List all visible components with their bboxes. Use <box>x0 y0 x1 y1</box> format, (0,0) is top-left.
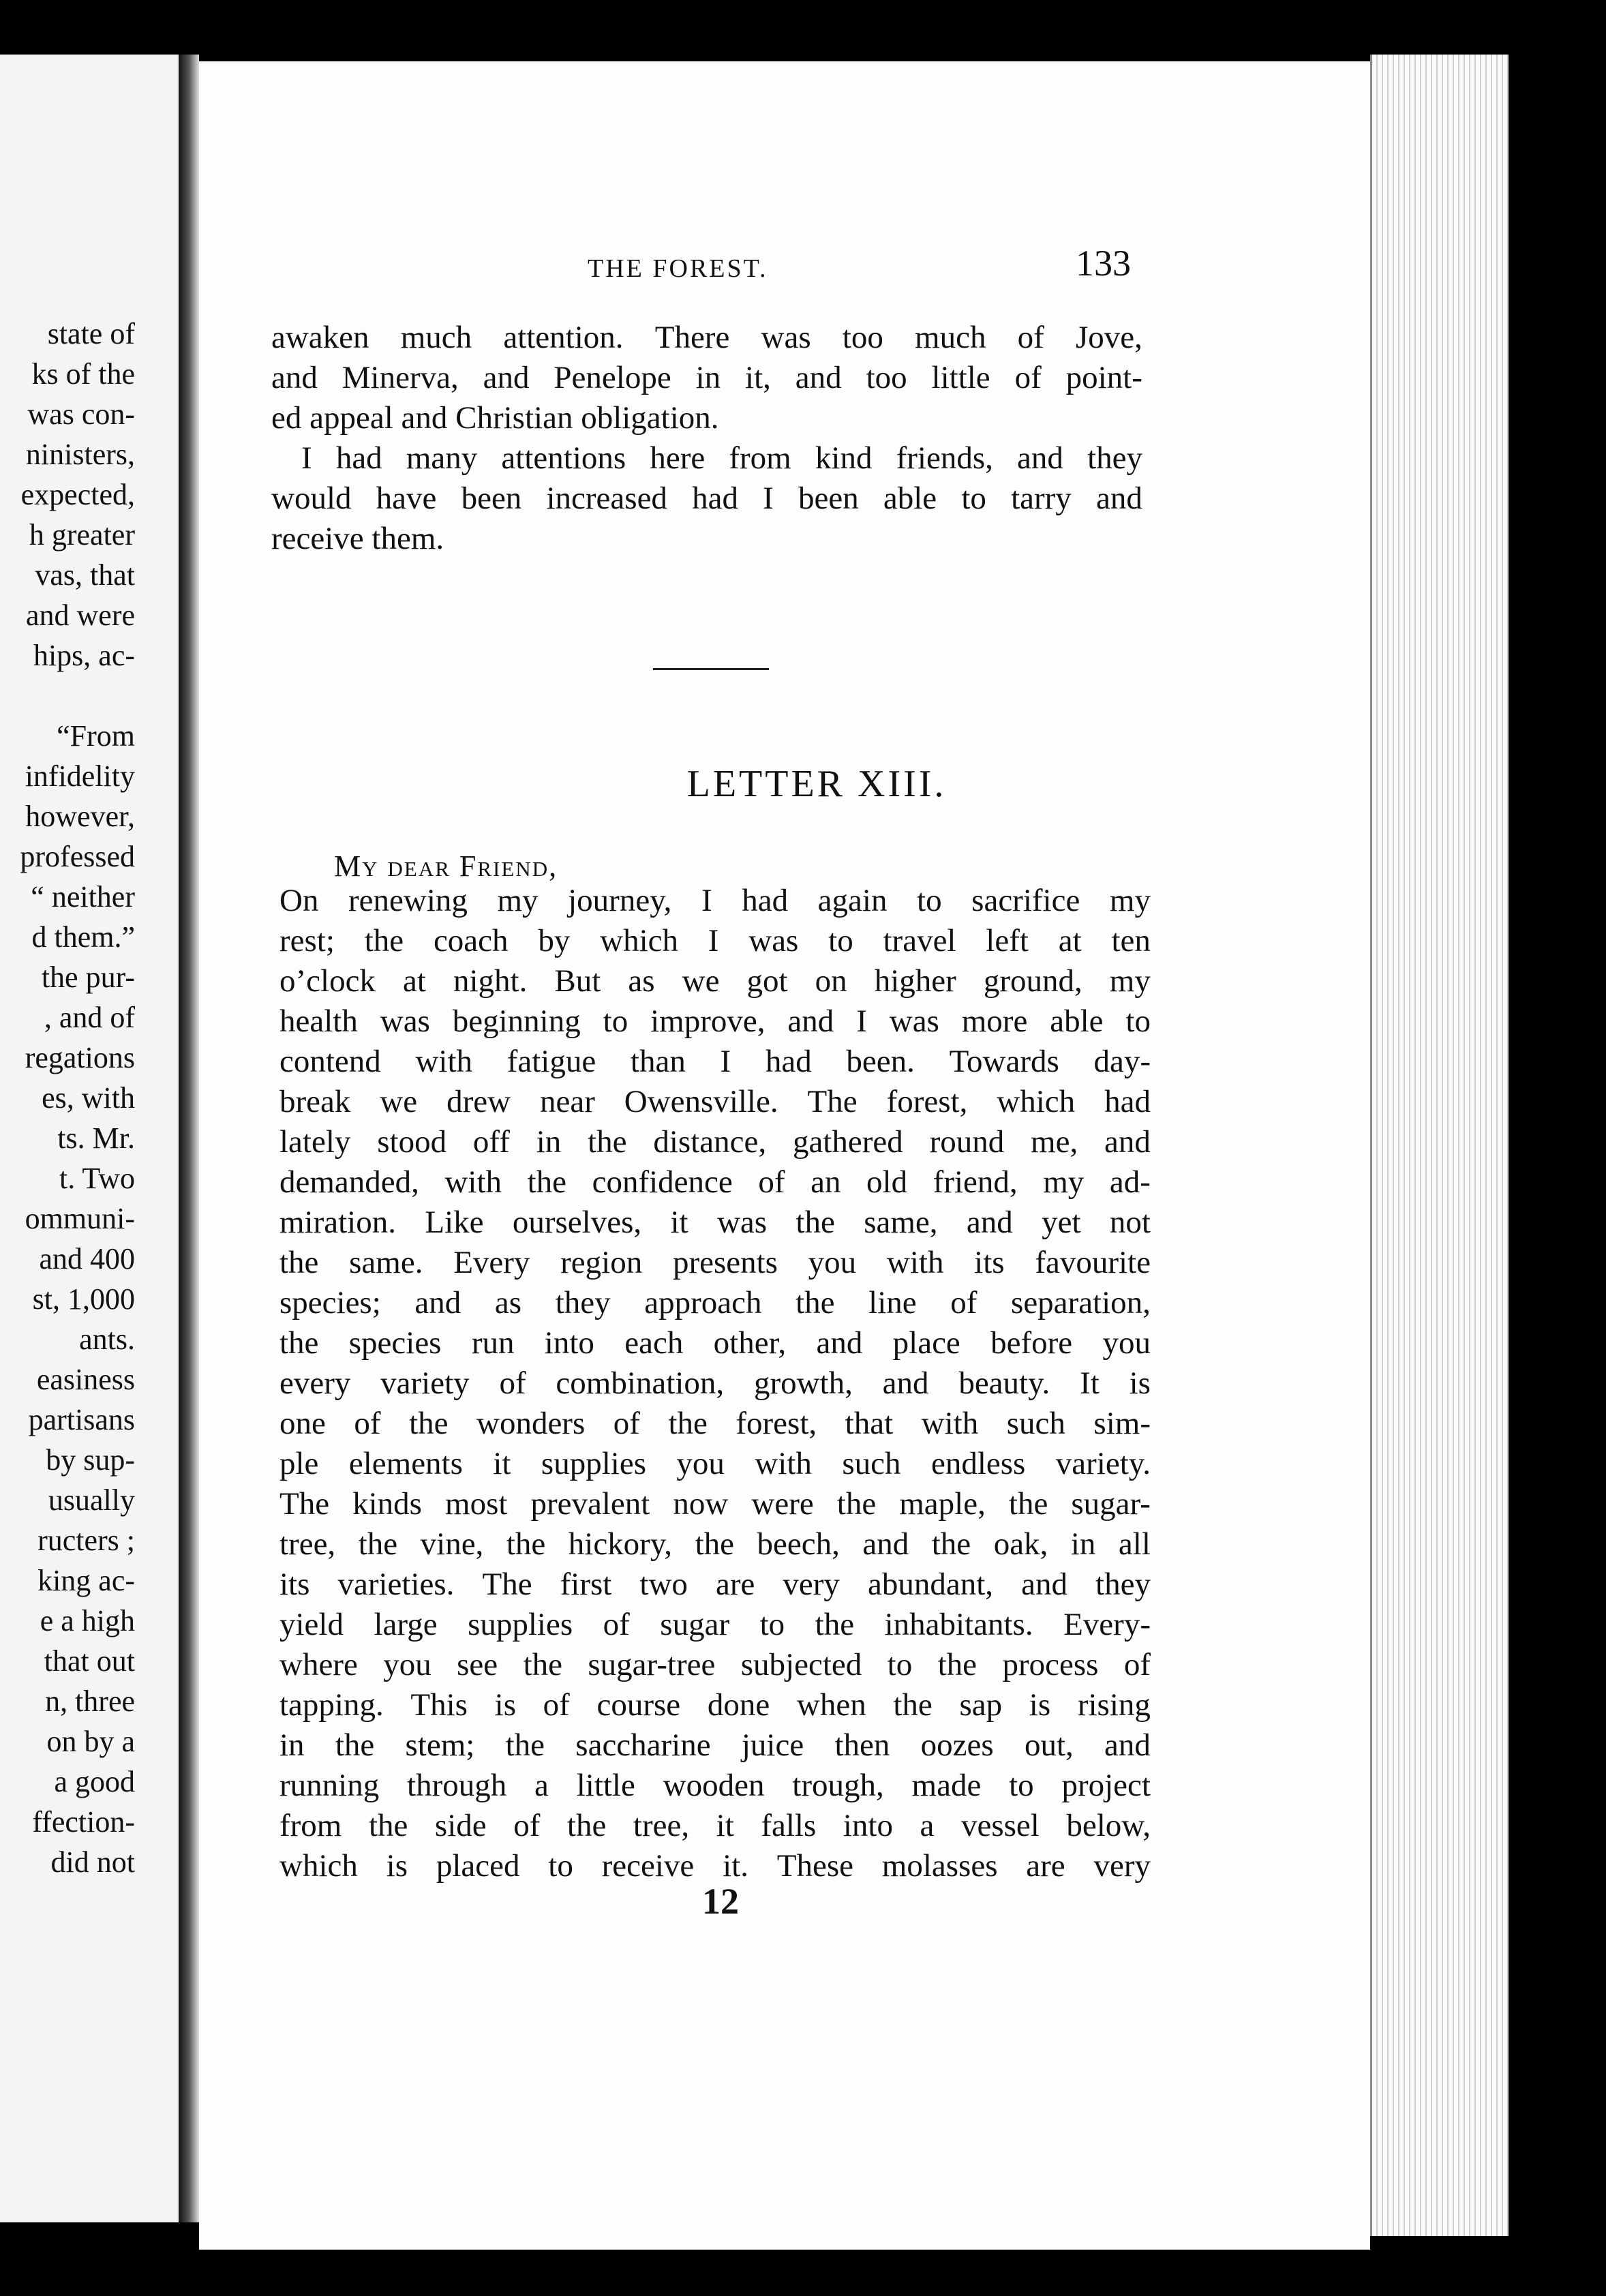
body-line: health was beginning to improve, and I was more able to <box>279 1003 1151 1039</box>
body-line: The kinds most prevalent now were the maple, the sugar- <box>279 1486 1151 1522</box>
text-line: would have been increased had I been able to tarry and <box>271 481 1142 516</box>
facing-page-line: and were <box>25 599 135 632</box>
facing-page-line: and 400 <box>39 1242 135 1275</box>
facing-page-line: ks of the <box>31 357 135 391</box>
body-line: tree, the vine, the hickory, the beech, and the oak, in all <box>279 1526 1151 1562</box>
facing-page-line <box>0 676 135 716</box>
body-line: the species run into each other, and place before you <box>279 1325 1151 1361</box>
facing-page-line: however, <box>25 800 135 833</box>
body-line: yield large supplies of sugar to the inhabitants. Every- <box>279 1607 1151 1642</box>
facing-page-line: “From <box>57 719 135 753</box>
body-line: contend with fatigue than I had been. Towards day- <box>279 1044 1151 1079</box>
body-line: o’clock at night. But as we got on higher ground, my <box>279 963 1151 999</box>
body-line: ple elements it supplies you with such endless variety. <box>279 1446 1151 1481</box>
facing-page-line: a good <box>54 1765 135 1798</box>
facing-page-line: ructers ; <box>37 1524 135 1557</box>
facing-page-line: usually <box>48 1483 135 1517</box>
facing-page-line: by sup- <box>46 1443 135 1477</box>
facing-page-line: partisans <box>28 1403 135 1436</box>
body-line: miration. Like ourselves, it was the same, and yet not <box>279 1205 1151 1240</box>
facing-page-line: , and of <box>44 1001 135 1034</box>
signature-mark: 12 <box>702 1881 739 1922</box>
text-block-top <box>271 318 1142 559</box>
facing-page-line: infidelity <box>25 759 135 793</box>
facing-page <box>0 55 179 2222</box>
page-number: 133 <box>1076 243 1131 284</box>
text-line: receive them. <box>271 521 444 556</box>
facing-page-line: that out <box>44 1644 135 1678</box>
text-line: awaken much attention. There was too much of Jove, <box>271 320 1142 355</box>
body-line: lately stood off in the distance, gathered round me, and <box>279 1124 1151 1160</box>
body-line: which is placed to receive it. These molasses are very <box>279 1848 1151 1884</box>
body-line: its varieties. The first two are very abundant, and they <box>279 1567 1151 1602</box>
facing-page-line: on by a <box>46 1725 135 1758</box>
body-line: running through a little wooden trough, made to project <box>279 1768 1151 1803</box>
body-line: tapping. This is of course done when the sap is rising <box>279 1687 1151 1723</box>
text-line: I had many attentions here from kind friends, and they <box>301 440 1142 476</box>
facing-page-line: ants. <box>79 1323 135 1356</box>
facing-page-line: professed <box>20 840 135 873</box>
facing-page-line: ninisters, <box>25 438 135 471</box>
facing-page-line: state of <box>47 317 135 350</box>
facing-page-line: the pur- <box>41 961 135 994</box>
body-line: demanded, with the confidence of an old friend, my ad- <box>279 1164 1151 1200</box>
facing-page-line: e a high <box>40 1604 135 1637</box>
facing-page-line: king ac- <box>37 1564 135 1597</box>
book-gutter <box>179 55 199 2222</box>
facing-page-line: “ neither <box>31 880 135 913</box>
body-line: where you see the sugar-tree subjected to the process of <box>279 1647 1151 1682</box>
running-head: THE FOREST. <box>588 254 768 283</box>
facing-page-line: ffection- <box>32 1805 135 1839</box>
body-line: in the stem; the saccharine juice then oozes out, and <box>279 1727 1151 1763</box>
body-line: the same. Every region presents you with its favourite <box>279 1245 1151 1280</box>
facing-page-line: h greater <box>29 518 135 552</box>
facing-page-line: st, 1,000 <box>32 1282 135 1316</box>
facing-page-line: expected, <box>20 478 135 511</box>
facing-page-line: did not <box>50 1845 135 1879</box>
facing-page-line: t. Two <box>59 1162 135 1195</box>
letter-heading: LETTER XIII. <box>686 763 947 805</box>
body-line: every variety of combination, growth, and beauty. It is <box>279 1365 1151 1401</box>
facing-page-line: es, with <box>42 1081 135 1115</box>
body-line: break we drew near Owensville. The forest, which had <box>279 1084 1151 1119</box>
facing-page-line: was con- <box>27 397 135 431</box>
text-line: and Minerva, and Penelope in it, and too little of point- <box>271 360 1142 395</box>
facing-page-line: vas, that <box>35 558 135 592</box>
facing-page-text <box>0 314 135 1882</box>
body-line: rest; the coach by which I was to travel left at ten <box>279 923 1151 958</box>
text-line: ed appeal and Christian obligation. <box>271 400 719 436</box>
body-line: one of the wonders of the forest, that with such sim- <box>279 1406 1151 1441</box>
page-edges <box>1370 55 1509 2236</box>
facing-page-line: ts. Mr. <box>57 1121 135 1155</box>
body-line: species; and as they approach the line of separation, <box>279 1285 1151 1320</box>
section-rule <box>653 668 769 670</box>
facing-page-line: hips, ac- <box>33 639 135 672</box>
salutation: My dear Friend, <box>334 849 558 883</box>
facing-page-line: n, three <box>45 1685 135 1718</box>
letter-body <box>279 881 1151 1886</box>
body-line: On renewing my journey, I had again to sacrifice my <box>279 883 1151 918</box>
facing-page-line: regations <box>25 1041 135 1074</box>
facing-page-line: d them.” <box>31 920 135 954</box>
facing-page-line: easiness <box>36 1363 135 1396</box>
body-line: from the side of the tree, it falls into a vessel below, <box>279 1808 1151 1843</box>
facing-page-line: ommuni- <box>25 1202 135 1235</box>
